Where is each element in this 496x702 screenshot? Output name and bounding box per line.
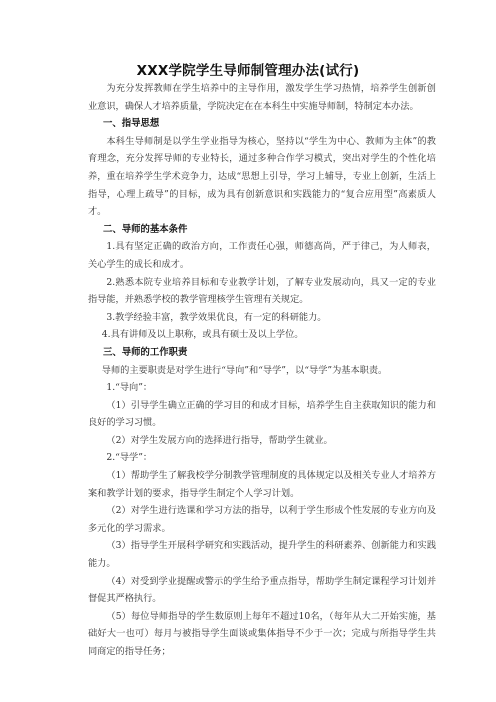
requirement-item: 3.教学经验丰富，教学效果优良，有一定的科研能力。 xyxy=(106,311,327,323)
duties-lead-paragraph: 导师的主要职责是对学生进行“导向”和“导学”，以“导学”为基本职责。 xyxy=(101,364,388,376)
subsection-label-guidance: 1.“导向”： xyxy=(106,382,153,394)
section-heading-guiding-principle: 一、指导思想 xyxy=(103,118,160,130)
section1-paragraph: 本科生导师制是以学生学业指导为核心，坚持以“学生为中心、教师为主体”的教育理念，充分发挥导师的专业特长，通过多种合作学习模式，突出对学生的个性化培养，重在培养学生学术竞争力，达成“思想上引导，学习上辅导，专业上创新，生活上指导，心理上疏导”的目标，成为具有创新意识和实践能力的“复合应用型”高素质人才。 xyxy=(88,135,436,218)
study-guidance-item: （4）对受到学业提醒或警示的学生给予重点指导，帮助学生制定课程学习计划并督促其严格执行。 xyxy=(88,575,436,605)
study-guidance-item: （3）指导学生开展科学研究和实践活动，提升学生的科研素养、创新能力和实践能力。 xyxy=(88,540,436,570)
section-heading-mentor-requirements: 二、导师的基本条件 xyxy=(103,223,188,235)
intro-paragraph: 为充分发挥教师在学生培养中的主导作用，激发学生学习热情，培养学生创新创业意识，确保人才培养质量，学院决定在在本科生中实施导师制，特制定本办法。 xyxy=(88,83,436,112)
guidance-item: （1）引导学生确立正确的学习目的和成才目标，培养学生自主获取知识的能力和良好的学习习惯。 xyxy=(88,399,436,429)
study-guidance-item: （5）每位导师指导的学生数原则上每年不超过10名，（每年从大二开始实施，基础好大一也可）每月与被指导学生面谈或集体指导不少于一次；完成与所指导学生共同商定的指导任务； xyxy=(88,610,436,657)
guidance-item: （2）对学生发展方向的选择进行指导，帮助学生就业。 xyxy=(106,434,333,446)
requirement-item: 4.具有讲师及以上职称，或具有硕士及以上学位。 xyxy=(101,329,304,341)
study-guidance-item: （2）对学生进行选课和学习方法的指导，以利于学生形成个性发展的专业方向及多元化的学习需求。 xyxy=(88,505,436,534)
requirement-item: 2.熟悉本院专业培养目标和专业教学计划，了解专业发展动向，具又一定的专业指导能，并熟悉学校的教学管理核学生管理有关规定。 xyxy=(88,276,436,306)
requirement-item: 1.具有坚定正确的政治方向，工作责任心强，师德高尚，严于律己，为人师表，关心学生的成长和成才。 xyxy=(88,241,436,270)
document-body xyxy=(88,80,436,661)
subsection-label-study-guidance: 2.“导学”： xyxy=(106,452,153,464)
study-guidance-item: （1）帮助学生了解我校学分制教学管理制度的具体规定以及相关专业人才培养方案和教学计划的要求，指导学生制定个人学习计划。 xyxy=(88,470,436,499)
document-title: XXX学院学生导师制管理办法(试行) xyxy=(136,63,360,79)
section-heading-mentor-duties: 三、导师的工作职责 xyxy=(103,346,188,358)
